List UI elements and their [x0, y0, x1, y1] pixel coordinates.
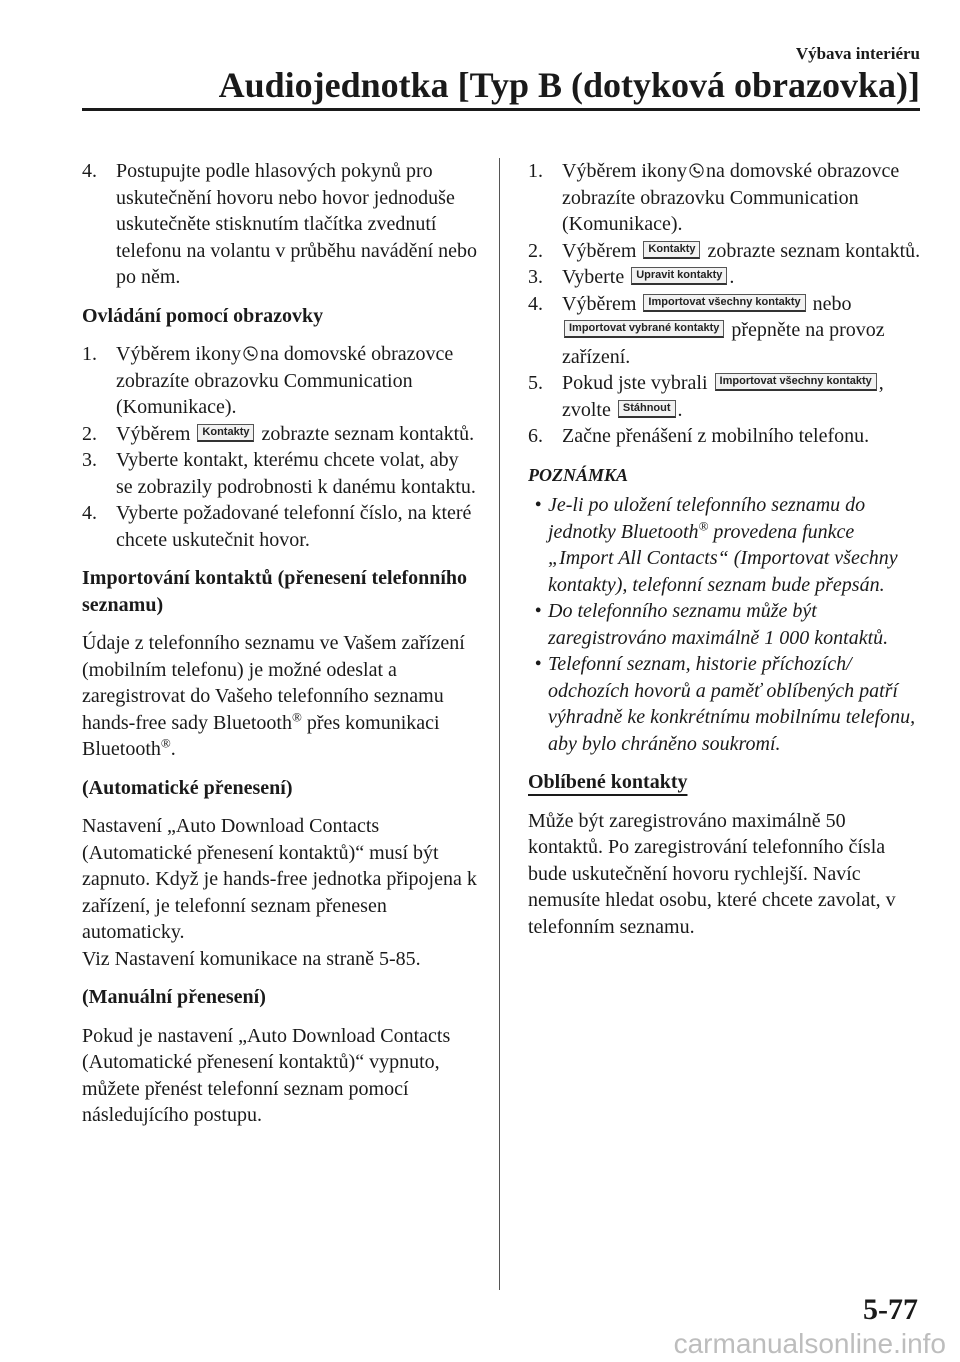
- step-number: 4.: [528, 292, 543, 315]
- step-number: 4.: [82, 160, 97, 182]
- import-step-4: [528, 291, 924, 371]
- step-text: Výběrem Importovat všechny kontakty nebo Importovat vybrané kontakty přepněte na provoz zařízení.: [562, 292, 885, 368]
- note-text: Telefonní seznam, historie příchozích/ odchozích hovorů a paměť oblíbených patří výhradně ke konkrétnímu mobilnímu telefonu, aby bylo chráněno soukromí.: [548, 653, 916, 755]
- step-text: Vyberte Upravit kontakty .: [562, 266, 735, 288]
- step-text: Začne přenášení z mobilního telefonu.: [562, 425, 870, 447]
- contacts-button-label: Kontakty: [197, 424, 254, 442]
- screen-step-2: [82, 421, 478, 448]
- favorites-paragraph: Může být zaregistrováno maximálně 50 kontaktů. Po zaregistrování telefonního čísla bude uskutečnění hovoru rychlejší. Navíc nemusíte hledat osobu, které chcete zavolat, v telefonním seznamu.: [528, 809, 896, 938]
- auto-transfer-reference: Viz Nastavení komunikace na straně 5-85.: [82, 947, 421, 970]
- step-text: Vyberte požadované telefonní číslo, na které chcete uskutečnit hovor.: [116, 502, 472, 551]
- bullet: •: [534, 600, 542, 622]
- page-number: 5-77: [863, 1293, 918, 1326]
- step-text: Postupujte podle hlasových pokynů pro uskutečnění hovoru nebo hovor jednoduše uskutečněte stisknutím tlačítka zvednutí telefonu na volantu v průběhu navádění nebo po něm.: [116, 160, 477, 288]
- step-number: 1.: [528, 160, 543, 182]
- edit-contacts-button-label: Upravit kontakty: [631, 267, 727, 285]
- step-text: Výběrem Kontakty zobrazte seznam kontaktů.: [116, 422, 475, 445]
- step-4-intro: [82, 158, 478, 291]
- import-paragraph: Údaje z telefonního seznamu ve Vašem zařízení (mobilním telefonu) je možné odeslat a zaregistrovat do Vašeho telefonního seznamu hands-free sady Bluetooth® přes komunikaci Bluetooth®.: [82, 632, 465, 760]
- phone-icon: [689, 163, 704, 178]
- step-text: Výběrem Kontakty zobrazte seznam kontaktů.: [562, 239, 921, 262]
- left-column: [82, 158, 478, 1129]
- import-step-3: [528, 264, 924, 291]
- import-step-2: [528, 238, 924, 265]
- screen-heading: Ovládání pomocí obrazovky: [82, 304, 324, 327]
- right-column: [528, 158, 924, 940]
- step-text: Výběrem ikony na domovské obrazovce zobrazíte obrazovku Communication (Komunikace).: [116, 343, 454, 418]
- header-rule: [82, 108, 920, 111]
- screen-step-4: [82, 500, 478, 553]
- step-number: 5.: [528, 372, 543, 394]
- note-text: Do telefonního seznamu může být zaregistrováno maximálně 1 000 kontaktů.: [548, 600, 889, 649]
- import-selected-button-label: Importovat vybrané kontakty: [564, 320, 724, 338]
- phone-icon: [243, 346, 258, 361]
- column-divider: [499, 158, 500, 1290]
- step-number: 3.: [82, 449, 97, 471]
- note-item: [528, 598, 924, 651]
- manual-transfer-paragraph: Pokud je nastavení „Auto Download Contacts (Automatické přenesení kontaktů)“ vypnuto, můžete přenést telefonní seznam pomocí následujícího postupu.: [82, 1024, 451, 1126]
- auto-transfer-heading: (Automatické přenesení): [82, 776, 293, 799]
- section-label: Výbava interiéru: [795, 44, 920, 63]
- step-number: 3.: [528, 266, 543, 288]
- step-text: Vyberte kontakt, kterému chcete volat, aby se zobrazily podrobnosti k danému kontaktu.: [116, 449, 476, 498]
- step-text: Pokud jste vybrali Importovat všechny kontakty , zvolte Stáhnout .: [562, 372, 884, 421]
- download-button-label: Stáhnout: [618, 400, 676, 418]
- manual-transfer-heading: (Manuální přenesení): [82, 986, 266, 1008]
- page-title: Audiojednotka [Typ B (dotyková obrazovka)]: [218, 65, 920, 105]
- note-text: Je-li po uložení telefonního seznamu do jednotky Bluetooth® provedena funkce „Import All Contacts“ (Importovat všechny kontakty), telefonní seznam bude přepsán.: [548, 494, 898, 596]
- bullet: •: [534, 494, 542, 516]
- step-number: 2.: [528, 239, 543, 262]
- import-step-6: [528, 423, 924, 450]
- note-item: [528, 492, 924, 598]
- step-number: 6.: [528, 425, 543, 447]
- watermark: carmanualsonline.info: [673, 1328, 946, 1359]
- import-all-button-label: Importovat všechny kontakty: [643, 294, 805, 312]
- import-step-1: [528, 158, 924, 238]
- note-item: [528, 651, 924, 757]
- note-heading: POZNÁMKA: [528, 464, 629, 485]
- import-all-button-label: Importovat všechny kontakty: [715, 373, 877, 391]
- favorites-heading: Oblíbené kontakty: [528, 771, 688, 793]
- step-number: 4.: [82, 502, 97, 524]
- contacts-button-label: Kontakty: [643, 241, 700, 259]
- step-number: 2.: [82, 422, 97, 445]
- screen-step-3: [82, 447, 478, 500]
- auto-transfer-paragraph: Nastavení „Auto Download Contacts (Automatické přenesení kontaktů)“ musí být zapnuto. Když je hands-free jednotka připojena k zařízení, je telefonní seznam přenesen automaticky.: [82, 815, 477, 943]
- import-heading: Importování kontaktů (přenesení telefonního seznamu): [82, 567, 468, 616]
- import-step-5: [528, 370, 924, 423]
- step-text: Výběrem ikony na domovské obrazovce zobrazíte obrazovku Communication (Komunikace).: [562, 160, 900, 235]
- bullet: •: [534, 653, 542, 675]
- screen-step-1: [82, 341, 478, 421]
- step-number: 1.: [82, 343, 97, 365]
